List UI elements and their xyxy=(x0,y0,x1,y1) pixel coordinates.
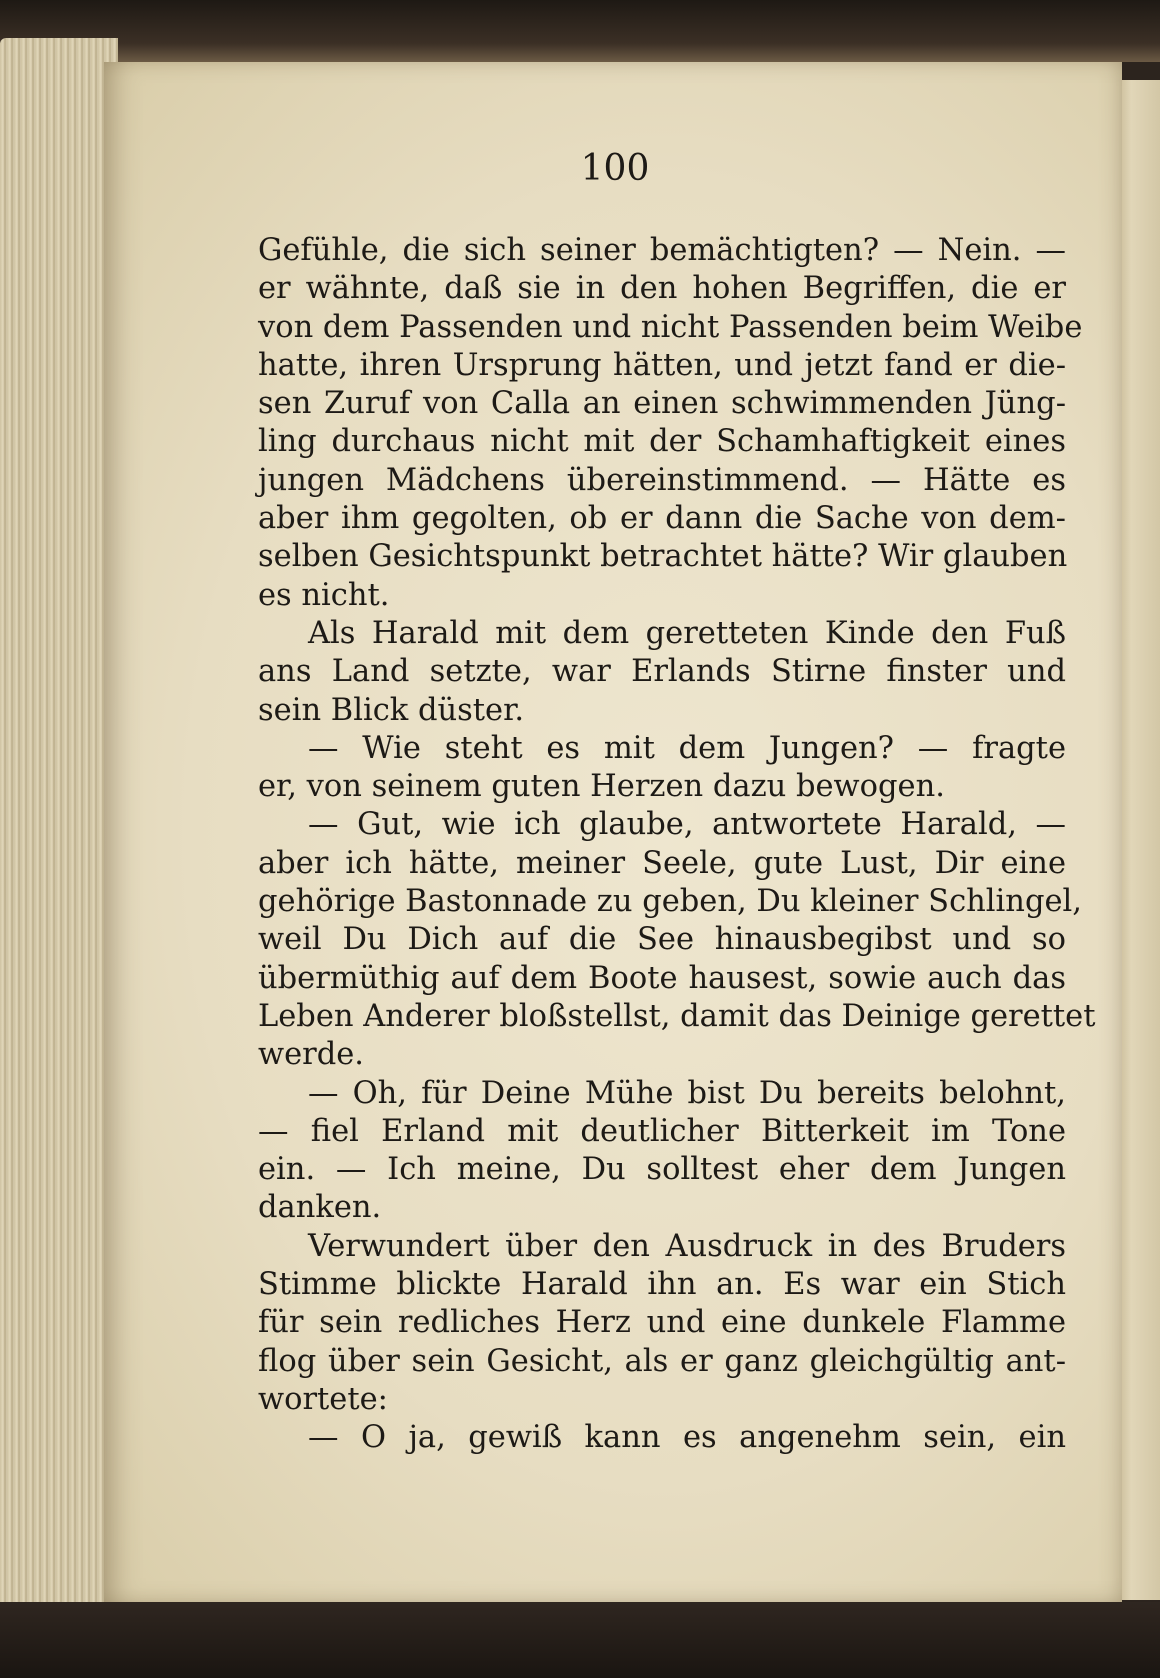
text-line: flog über sein Gesicht, als er ganz gleichgültig ant- xyxy=(258,1343,1066,1379)
text-line: selben Gesichtspunkt betrachtet hätte? Wir glauben xyxy=(258,539,1068,575)
text-line: sein Blick düster. xyxy=(258,692,525,728)
text-line: wortete: xyxy=(258,1381,388,1417)
text-line: jungen Mädchens übereinstimmend. — Hätte es xyxy=(258,462,1066,498)
text-line: hatte, ihren Ursprung hätten, und jetzt fand er die- xyxy=(258,347,1066,383)
text-line: — Gut, wie ich glaube, antwortete Harald, — xyxy=(308,807,1066,843)
page-edges xyxy=(0,38,118,1608)
text-line: — Wie steht es mit dem Jungen? — fragte xyxy=(308,730,1066,766)
text-line: — O ja, gewiß kann es angenehm sein, ein xyxy=(308,1420,1066,1456)
text-line: aber ihm gegolten, ob er dann die Sache von dem- xyxy=(258,501,1066,537)
text-line: sen Zuruf von Calla an einen schwimmenden Jüng- xyxy=(258,386,1066,422)
text-line: Als Harald mit dem geretteten Kinde den Fuß xyxy=(308,615,1066,651)
text-line: — fiel Erland mit deutlicher Bitterkeit im Tone xyxy=(258,1113,1066,1149)
text-line: Gefühle, die sich seiner bemächtigten? — Nein. — xyxy=(258,233,1066,268)
text-line: es nicht. xyxy=(258,577,390,613)
body-text xyxy=(258,232,1096,1458)
text-line: für sein redliches Herz und eine dunkele Flamme xyxy=(258,1305,1066,1341)
text-line: aber ich hätte, meiner Seele, gute Lust, Dir eine xyxy=(258,845,1066,881)
text-line: ling durchaus nicht mit der Schamhaftigkeit eines xyxy=(258,424,1066,460)
text-line: danken. xyxy=(258,1190,382,1226)
text-line: er, von seinem guten Herzen dazu bewogen. xyxy=(258,769,945,805)
text-line: Verwundert über den Ausdruck in des Bruders xyxy=(308,1228,1066,1264)
text-line: Leben Anderer bloßstellst, damit das Deinige gerettet xyxy=(258,998,1096,1034)
text-line: werde. xyxy=(258,1037,365,1073)
page-number: 100 xyxy=(580,148,650,189)
text-line: ein. — Ich meine, Du solltest eher dem Jungen xyxy=(258,1152,1066,1188)
text-line: gehörige Bastonnade zu geben, Du kleiner Schlingel, xyxy=(258,884,1082,920)
text-line: er wähnte, daß sie in den hohen Begriffen, die er xyxy=(258,271,1066,307)
text-line: Stimme blickte Harald ihn an. Es war ein Stich xyxy=(258,1267,1066,1303)
text-line: ans Land setzte, war Erlands Stirne finster und xyxy=(258,654,1066,690)
text-line: weil Du Dich auf die See hinausbegibst und so xyxy=(258,922,1066,958)
top-shadow xyxy=(0,0,1160,62)
text-line: übermüthig auf dem Boote hausest, sowie auch das xyxy=(258,960,1066,996)
bottom-shadow xyxy=(0,1602,1160,1678)
text-line: — Oh, für Deine Mühe bist Du bereits belohnt, xyxy=(308,1075,1066,1111)
text-line: von dem Passenden und nicht Passenden beim Weibe xyxy=(258,309,1083,345)
